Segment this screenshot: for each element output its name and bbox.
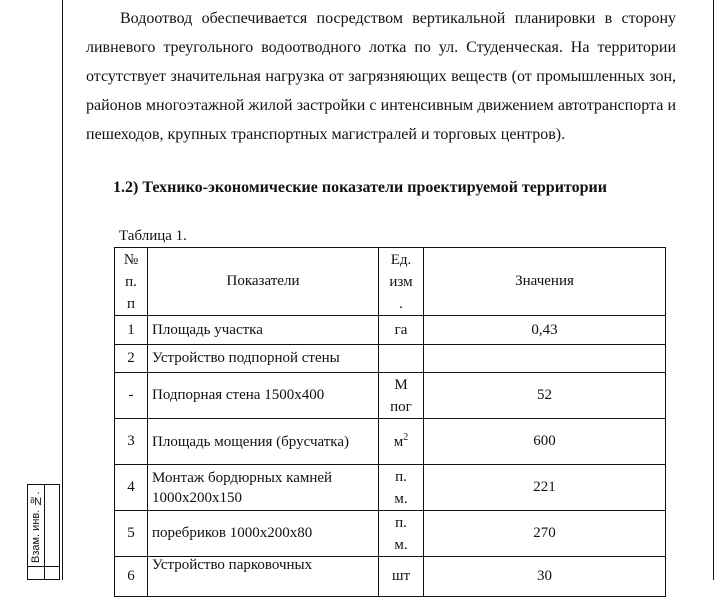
row-value: 270 xyxy=(424,511,666,557)
frame-border-left xyxy=(62,0,63,580)
row-unit-line: м. xyxy=(394,490,408,507)
row-value: 221 xyxy=(424,465,666,511)
row-name: Площадь мощения (брусчатка) xyxy=(148,419,379,465)
row-value: 0,43 xyxy=(424,316,666,345)
table-row xyxy=(115,419,666,465)
unit-base: м xyxy=(393,434,404,450)
row-unit: га xyxy=(379,316,424,345)
row-number: 2 xyxy=(115,345,148,373)
row-unit-line: п. xyxy=(395,514,407,531)
row-number: 3 xyxy=(115,419,148,465)
table-header-row xyxy=(115,248,666,316)
stamp-label: Взам. инв. №. xyxy=(30,491,42,563)
row-unit xyxy=(379,511,424,557)
table-row xyxy=(115,345,666,373)
row-name: Подпорная стена 1500х400 xyxy=(148,373,379,419)
title-block-stamp xyxy=(27,484,60,580)
stamp-divider xyxy=(44,485,45,579)
row-unit-line: М xyxy=(394,376,408,393)
table-row xyxy=(115,465,666,511)
row-unit xyxy=(379,373,424,419)
table-caption: Таблица 1. xyxy=(119,228,187,244)
header-number-line: п xyxy=(126,295,136,312)
header-unit-line: . xyxy=(399,295,403,312)
row-name: поребриков 1000х200х80 xyxy=(148,511,379,557)
row-unit xyxy=(379,465,424,511)
frame-border-right xyxy=(713,0,714,580)
row-unit-line: м. xyxy=(394,536,408,553)
row-number: 1 xyxy=(115,316,148,345)
table-row xyxy=(115,316,666,345)
header-unit xyxy=(379,248,424,316)
header-unit-line: Ед. xyxy=(390,251,412,268)
header-number-line: п. xyxy=(125,273,137,290)
body-paragraph: Водоотвод обеспечивается посредством вертикальной планировки в сторону ливневого треугольного водоотводного лотка по ул. Студенческая. На территории отсутствует значительная нагрузка от загрязняющих веществ (от промышленных зон, районов многоэтажной жилой застройки с интенсивным движением автотранспорта и пешеходов, крупных транспортных магистралей и торговых центров). xyxy=(86,10,676,143)
stamp-divider xyxy=(28,566,59,567)
row-number: 4 xyxy=(115,465,148,511)
indicators-table xyxy=(114,247,666,597)
row-name: Монтаж бордюрных камней 1000х200х150 xyxy=(148,465,379,511)
header-indicators: Показатели xyxy=(148,248,379,316)
header-unit-line: изм xyxy=(389,273,413,290)
row-name: Площадь участка xyxy=(148,316,379,345)
row-name: Устройство подпорной стены xyxy=(148,345,379,373)
header-number xyxy=(115,248,148,316)
row-unit: шт xyxy=(379,557,424,597)
row-unit xyxy=(379,345,424,373)
row-value: 52 xyxy=(424,373,666,419)
row-number: 5 xyxy=(115,511,148,557)
row-value xyxy=(424,345,666,373)
row-unit-line: пог xyxy=(390,398,412,415)
header-values: Значения xyxy=(424,248,666,316)
row-unit-line: п. xyxy=(395,468,407,485)
table-row xyxy=(115,557,666,597)
unit-superscript: 2 xyxy=(403,432,409,443)
row-value: 600 xyxy=(424,419,666,465)
row-number: 6 xyxy=(115,557,148,597)
table-row xyxy=(115,511,666,557)
row-unit xyxy=(379,419,424,465)
header-number-line: № xyxy=(123,251,139,268)
section-heading: 1.2) Технико-экономические показатели проектируемой территории xyxy=(113,179,607,196)
row-number: - xyxy=(115,373,148,419)
row-value: 30 xyxy=(424,557,666,597)
row-name: Устройство парковочных xyxy=(148,557,379,597)
table-row xyxy=(115,373,666,419)
